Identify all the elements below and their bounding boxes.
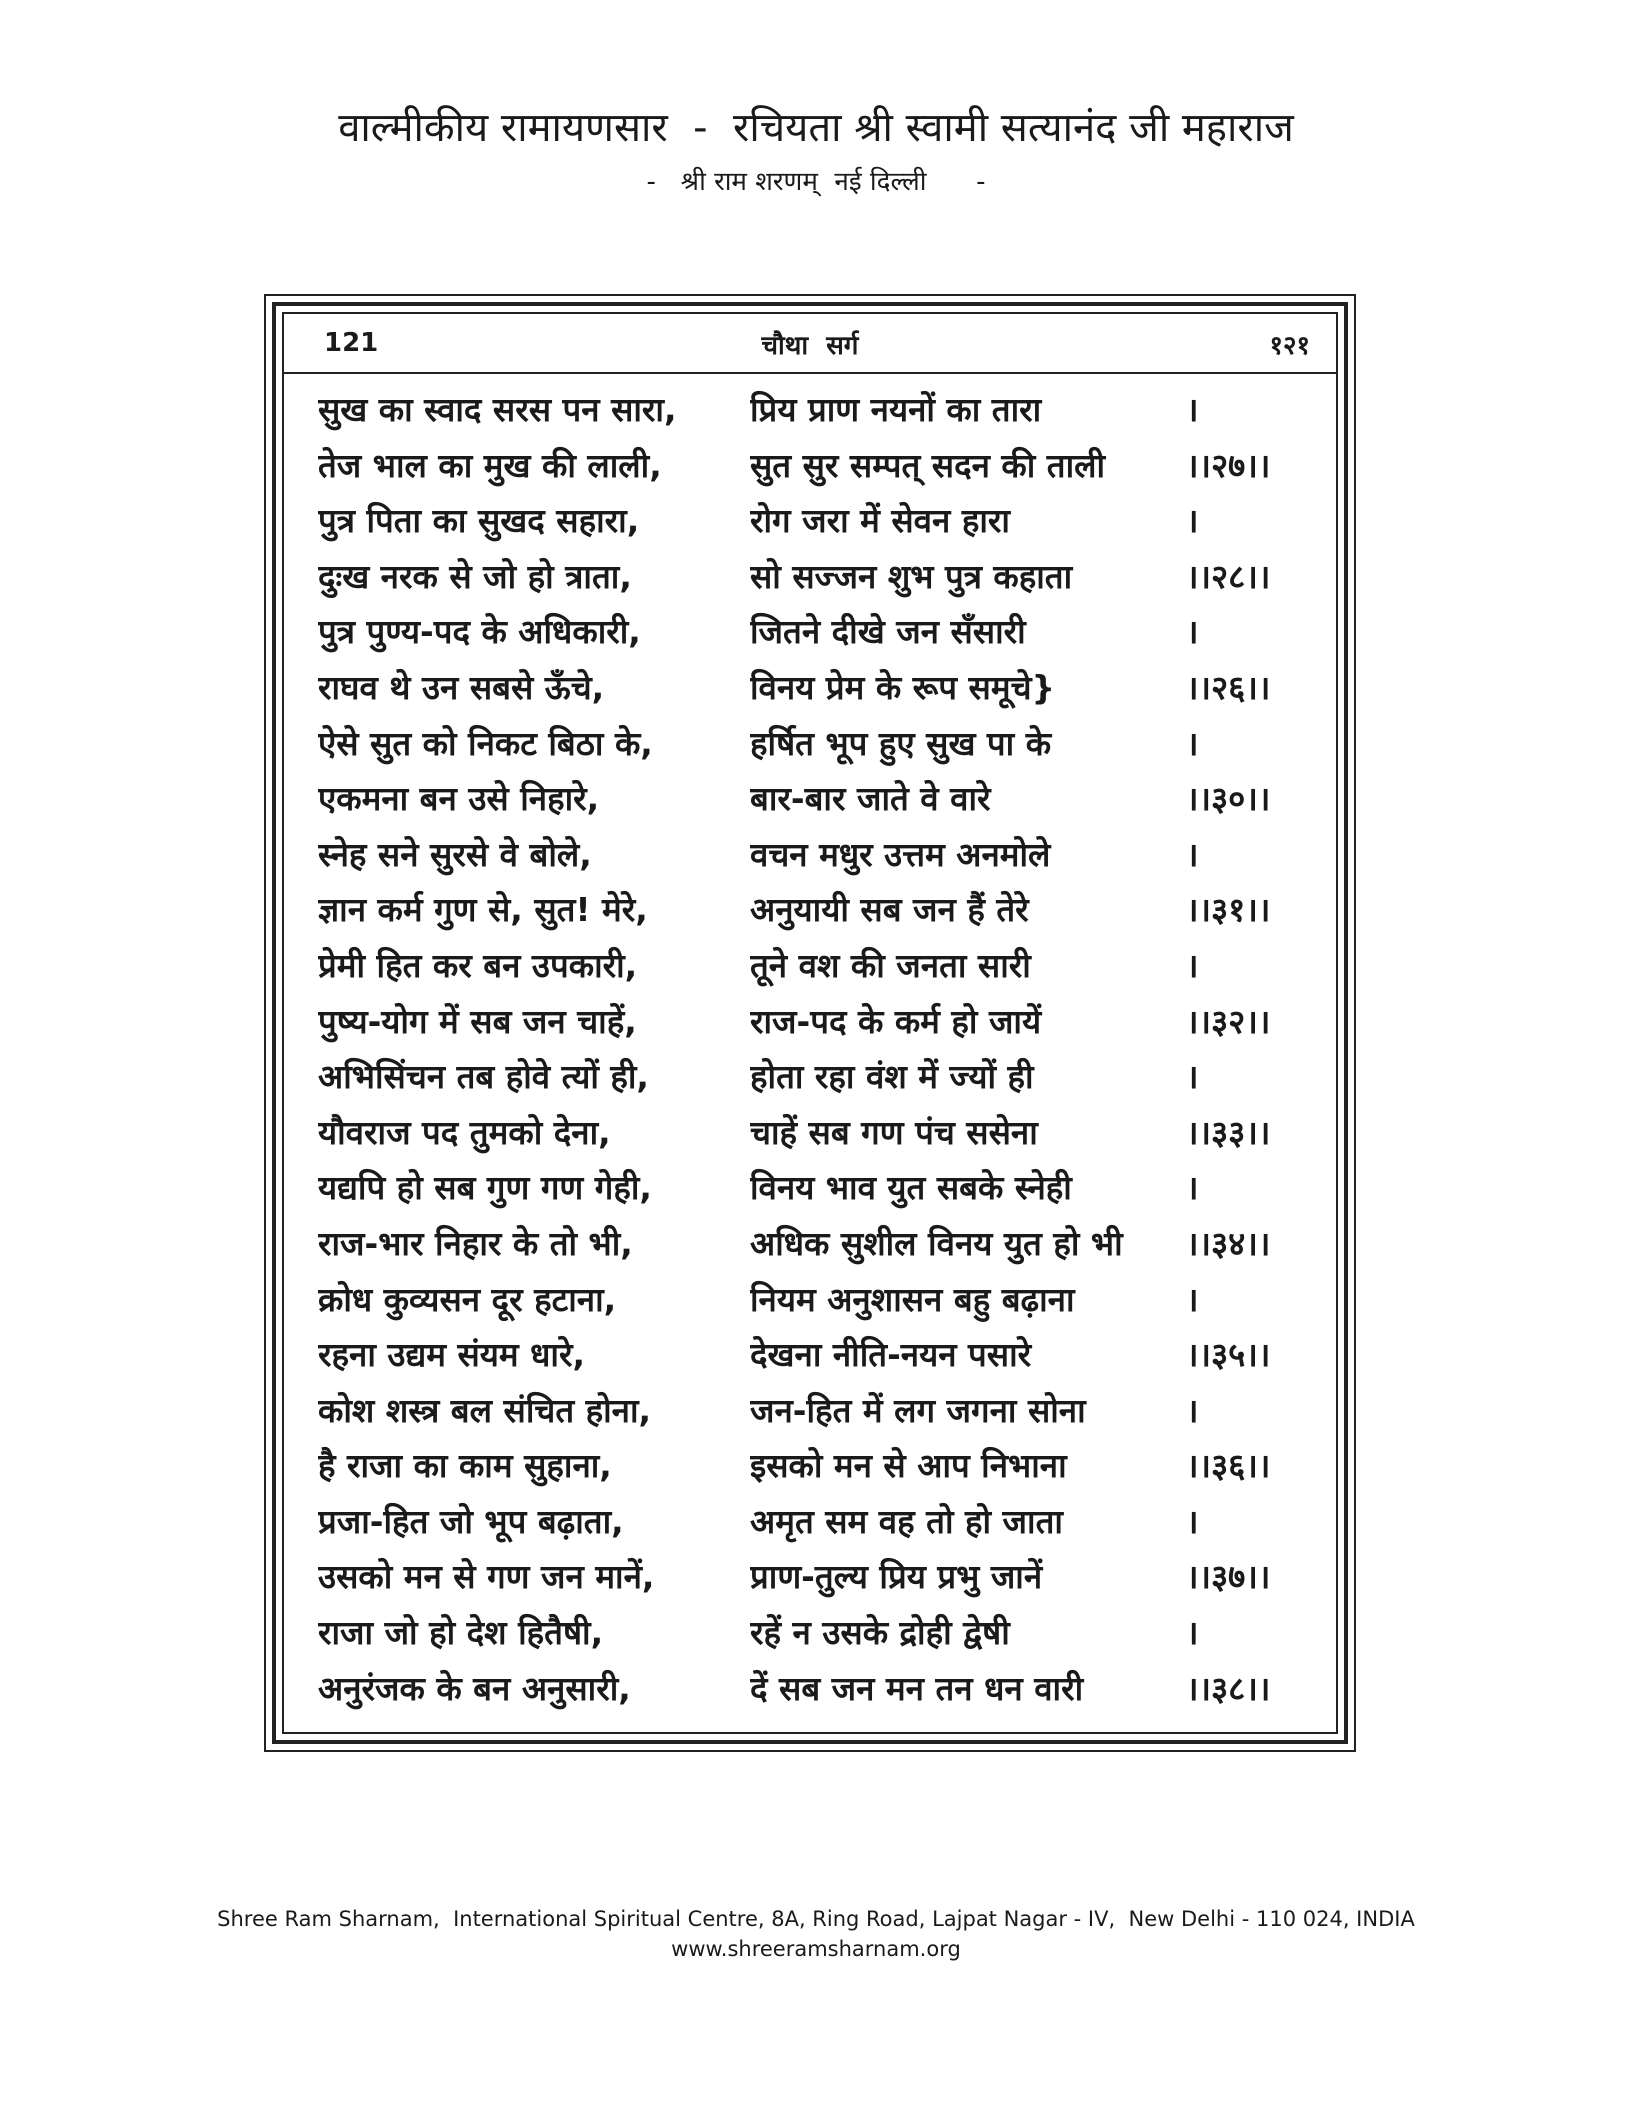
page-number-devanagari: १२१ xyxy=(1269,331,1310,361)
verse-list xyxy=(284,382,1336,1716)
verse-line xyxy=(284,1272,1336,1328)
verse-marker: ।।३५।। xyxy=(1186,1335,1271,1375)
verse-marker: ।।३०।। xyxy=(1186,779,1271,819)
verse-marker: ।।३४।। xyxy=(1186,1223,1271,1263)
verse-first-half: प्रेमी हित कर बन उपकारी, xyxy=(318,945,638,985)
verse-second-half: चाहें सब गण पंच ससेना xyxy=(750,1112,1038,1152)
verse-line xyxy=(284,716,1336,772)
verse-first-half: सुख का स्वाद सरस पन सारा, xyxy=(318,390,677,429)
verse-line xyxy=(284,1383,1336,1439)
verse-line xyxy=(284,493,1336,549)
verse-first-half: एकमना बन उसे निहारे, xyxy=(318,779,600,819)
verse-second-half: रोग जरा में सेवन हारा xyxy=(750,501,1010,541)
verse-second-half: रहें न उसके द्रोही द्वेषी xyxy=(750,1613,1010,1653)
verse-first-half: पुत्र पिता का सुखद सहारा, xyxy=(318,501,640,541)
verse-first-half: उसको मन से गण जन मानें, xyxy=(318,1557,655,1597)
verse-line xyxy=(284,604,1336,660)
verse-first-half: कोश शस्त्र बल संचित होना, xyxy=(318,1390,652,1430)
verse-line xyxy=(284,1105,1336,1161)
verse-second-half: सुत सुर सम्पत् सदन की ताली xyxy=(750,445,1106,485)
verse-first-half: स्नेह सने सुरसे वे बोले, xyxy=(318,834,592,874)
page-frame-border xyxy=(272,302,1348,1744)
footer-address: Shree Ram Sharnam, International Spiritual Centre, 8A, Ring Road, Lajpat Nagar - IV, New Delhi - 110 024, INDIA xyxy=(217,1907,1415,1931)
verse-second-half: अमृत सम वह तो हो जाता xyxy=(750,1501,1063,1541)
verse-line xyxy=(284,938,1336,994)
verse-second-half: हर्षित भूप हुए सुख पा के xyxy=(750,723,1052,763)
verse-first-half: यौवराज पद तुमको देना, xyxy=(318,1112,611,1152)
verse-first-half: पुष्य-योग में सब जन चाहें, xyxy=(318,1001,637,1041)
verse-second-half: राज-पद के कर्म हो जायें xyxy=(750,1001,1042,1041)
verse-first-half: राज-भार निहार के तो भी, xyxy=(318,1223,633,1263)
verse-marker: ।।२७।। xyxy=(1186,445,1271,485)
verse-second-half: प्रिय प्राण नयनों का तारा xyxy=(750,390,1042,429)
verse-first-half: राजा जो हो देश हितैषी, xyxy=(318,1613,604,1653)
document-subtitle: - श्री राम शरणम् नई दिल्ली - xyxy=(646,167,986,197)
verse-line xyxy=(284,1216,1336,1272)
verse-marker: ।।३१।। xyxy=(1186,890,1271,930)
verse-marker: ।।२८।। xyxy=(1186,556,1271,596)
verse-second-half: तूने वश की जनता सारी xyxy=(750,945,1031,985)
verse-line xyxy=(284,882,1336,938)
verse-line xyxy=(284,1494,1336,1550)
verse-second-half: विनय भाव युत सबके स्नेही xyxy=(750,1168,1072,1208)
verse-first-half: अनुरंजक के बन अनुसारी, xyxy=(318,1668,631,1708)
verse-line xyxy=(284,1438,1336,1494)
verse-marker: ।।३३।। xyxy=(1186,1112,1271,1152)
verse-second-half: दें सब जन मन तन धन वारी xyxy=(750,1668,1084,1708)
verse-second-half: जन-हित में लग जगना सोना xyxy=(750,1390,1086,1430)
verse-marker: । xyxy=(1186,390,1199,429)
verse-first-half: दुःख नरक से जो हो त्राता, xyxy=(318,556,632,596)
verse-marker: । xyxy=(1186,1613,1199,1653)
verse-first-half: अभिसिंचन तब होवे त्यों ही, xyxy=(318,1057,649,1097)
verse-first-half: पुत्र पुण्य-पद के अधिकारी, xyxy=(318,612,641,652)
verse-marker: । xyxy=(1186,1057,1199,1097)
verse-marker: ।।३६।। xyxy=(1186,1446,1271,1486)
verse-first-half: तेज भाल का मुख की लाली, xyxy=(318,445,662,485)
verse-first-half: ज्ञान कर्म गुण से, सुत! मेरे, xyxy=(318,890,648,930)
verse-marker: ।।३७।। xyxy=(1186,1557,1271,1597)
verse-line xyxy=(284,382,1336,438)
verse-second-half: अनुयायी सब जन हैं तेरे xyxy=(750,890,1029,930)
footer-website: www.shreeramsharnam.org xyxy=(671,1937,961,1961)
verse-line xyxy=(284,1605,1336,1661)
verse-line xyxy=(284,660,1336,716)
verse-second-half: देखना नीति-नयन पसारे xyxy=(750,1335,1032,1375)
verse-line xyxy=(284,1661,1336,1717)
verse-second-half: इसको मन से आप निभाना xyxy=(750,1446,1067,1486)
verse-second-half: अधिक सुशील विनय युत हो भी xyxy=(750,1223,1123,1263)
verse-line xyxy=(284,549,1336,605)
verse-marker: । xyxy=(1186,1168,1199,1208)
verse-marker: ।।३२।। xyxy=(1186,1001,1271,1041)
verse-line xyxy=(284,771,1336,827)
verse-second-half: प्राण-तुल्य प्रिय प्रभु जानें xyxy=(750,1557,1043,1597)
verse-first-half: है राजा का काम सुहाना, xyxy=(318,1446,612,1486)
verse-first-half: राघव थे उन सबसे ऊँचे, xyxy=(318,667,605,707)
verse-second-half: वचन मधुर उत्तम अनमोले xyxy=(750,834,1051,874)
verse-second-half: नियम अनुशासन बहु बढ़ाना xyxy=(750,1279,1075,1319)
page-number-arabic: 121 xyxy=(324,328,379,358)
verse-line xyxy=(284,1327,1336,1383)
verse-marker: ।।२६।। xyxy=(1186,667,1271,707)
verse-first-half: क्रोध कुव्यसन दूर हटाना, xyxy=(318,1279,617,1319)
page-frame xyxy=(264,294,1356,1752)
verse-marker: । xyxy=(1186,723,1199,763)
verse-line xyxy=(284,438,1336,494)
verse-second-half: विनय प्रेम के रूप समूचे} xyxy=(750,667,1056,707)
verse-first-half: प्रजा-हित जो भूप बढ़ाता, xyxy=(318,1501,624,1541)
chapter-heading: चौथा सर्ग xyxy=(761,331,859,361)
verse-first-half: ऐसे सुत को निकट बिठा के, xyxy=(318,723,653,763)
verse-second-half: होता रहा वंश में ज्यों ही xyxy=(750,1057,1034,1097)
verse-marker: । xyxy=(1186,612,1199,652)
verse-first-half: यद्यपि हो सब गुण गण गेही, xyxy=(318,1168,652,1208)
verse-second-half: जितने दीखे जन सँसारी xyxy=(750,612,1026,652)
verse-marker: ।।३८।। xyxy=(1186,1668,1271,1708)
verse-marker: । xyxy=(1186,1390,1199,1430)
page-content-box xyxy=(282,312,1338,1734)
verse-marker: । xyxy=(1186,834,1199,874)
verse-second-half: सो सज्जन शुभ पुत्र कहाता xyxy=(750,556,1073,596)
verse-line xyxy=(284,994,1336,1050)
verse-marker: । xyxy=(1186,945,1199,985)
verse-second-half: बार-बार जाते वे वारे xyxy=(750,779,991,819)
verse-first-half: रहना उद्यम संयम धारे, xyxy=(318,1335,586,1375)
verse-marker: । xyxy=(1186,1279,1199,1319)
verse-line xyxy=(284,1160,1336,1216)
verse-line xyxy=(284,1049,1336,1105)
verse-marker: । xyxy=(1186,501,1199,541)
verse-line xyxy=(284,1549,1336,1605)
document-title: वाल्मीकीय रामायणसार - रचियता श्री स्वामी सत्यानंद जी महाराज xyxy=(338,105,1294,151)
page-header-bar xyxy=(284,314,1336,374)
verse-line xyxy=(284,827,1336,883)
verse-marker: । xyxy=(1186,1501,1199,1541)
